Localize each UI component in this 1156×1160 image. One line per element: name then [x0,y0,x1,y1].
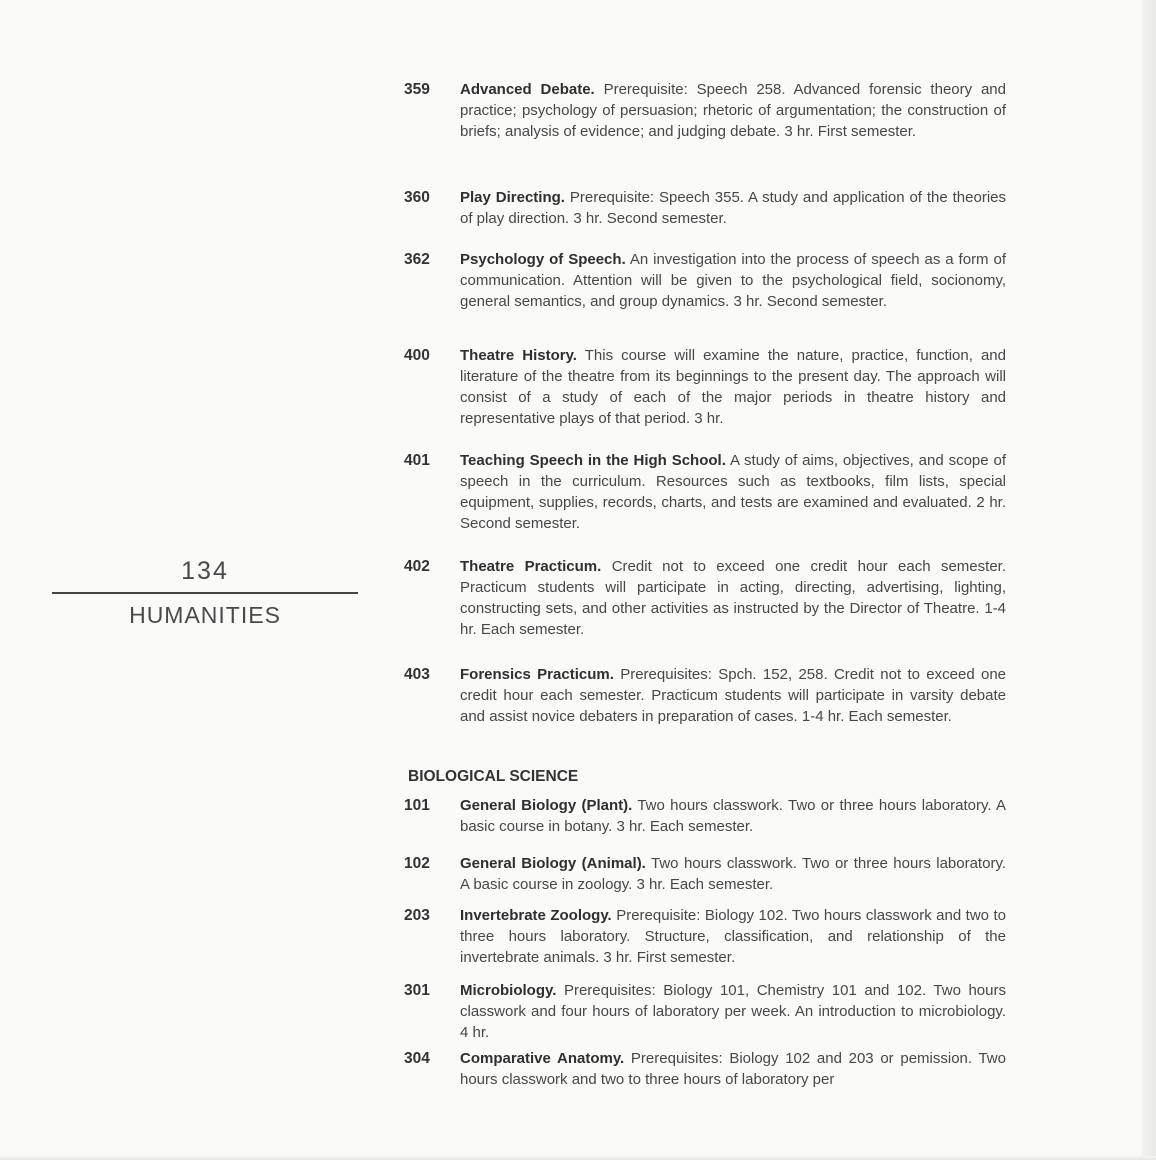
margin-label [52,554,358,630]
course-entry-359 [404,79,1006,142]
course-text [460,556,1006,640]
margin-rule [52,592,358,594]
course-title: Advanced Debate. [460,81,595,98]
page-number: 134 [181,557,229,585]
course-title: Theatre History. [460,347,577,364]
course-description: A study of aims, objectives, and scope of speech in the curriculum. Resources such as textbooks, film lists, special equipment, supplies, records, charts, and tests are examined and evaluated. 2 hr. Second semester. [460,452,1006,532]
course-entry-301 [404,980,1006,1043]
course-title: General Biology (Plant). [460,797,633,814]
course-number: 101 [404,797,430,814]
course-entry-362 [404,249,1006,312]
page-bottom-edge [0,1156,1156,1160]
course-entry-101 [404,795,1006,837]
course-text [460,249,1006,312]
course-description: Two hours classwork. Two or three hours laboratory. A basic course in botany. 3 hr. Each semester. [460,797,1006,835]
course-title: Microbiology. [460,982,557,999]
course-number: 360 [404,189,430,206]
course-title: Play Directing. [460,189,565,206]
course-description: Prerequisite: Speech 355. A study and application of the theories of play direction. 3 hr. Second semester. [460,189,1007,227]
course-description: Credit not to exceed one credit hour each semester. Practicum students will participate in acting, directing, advertising, lighting, constructing sets, and other activities as instructed by the Director of Theatre. 1-4 hr. Each semester. [460,558,1006,638]
course-text [460,1048,1006,1090]
course-entry-304 [404,1048,1006,1090]
course-text [460,345,1006,429]
course-entry-402 [404,556,1006,640]
course-number: 301 [404,982,430,999]
course-number: 102 [404,855,430,872]
course-number: 304 [404,1050,430,1067]
course-description: Prerequisite: Speech 258. Advanced forensic theory and practice; psychology of persuasion; rhetoric of argumentation; the construction of briefs; analysis of evidence; and judging debate. 3 hr. First semester. [460,81,1006,140]
course-number: 403 [404,666,430,683]
subject-heading: BIOLOGICAL SCIENCE [408,768,579,785]
course-entry-401 [404,450,1006,534]
course-text [460,853,1006,895]
course-entry-102 [404,853,1006,895]
course-number: 401 [404,452,430,469]
course-number: 359 [404,81,430,98]
course-text [460,664,1006,727]
course-title: Theatre Practicum. [460,558,602,575]
page-edge-shadow [1142,0,1156,1160]
course-entry-400 [404,345,1006,429]
section-name: HUMANITIES [129,602,281,628]
course-text [460,980,1006,1043]
course-entry-203 [404,905,1006,968]
course-description: Prerequisites: Spch. 152, 258. Credit not to exceed one credit hour each semester. Practicum students will participate in varsity debate and assist novice debaters in preparation of cases. 1-4 hr. Each semester. [460,666,1007,725]
course-description: Two hours classwork. Two or three hours laboratory. A basic course in zoology. 3 hr. Each semester. [460,855,1006,893]
course-text [460,450,1006,534]
course-number: 402 [404,558,430,575]
course-text [460,905,1006,968]
course-text [460,79,1006,142]
course-description: Prerequisite: Biology 102. Two hours classwork and two to three hours laboratory. Structure, classification, and relationship of the invertebrate animals. 3 hr. First semester. [460,907,1006,966]
course-description: Prerequisites: Biology 101, Chemistry 101 and 102. Two hours classwork and four hours of laboratory per week. An introduction to microbiology. 4 hr. [460,982,1006,1041]
course-number: 400 [404,347,430,364]
course-number: 203 [404,907,430,924]
course-number: 362 [404,251,430,268]
course-entry-360 [404,187,1006,229]
course-text [460,187,1006,229]
course-entry-403 [404,664,1006,727]
course-description: An investigation into the process of speech as a form of communication. Attention will be given to the psychological field, socionomy, general semantics, and group dynamics. 3 hr. Second semester. [460,251,1006,310]
course-title: Forensics Practicum. [460,666,614,683]
course-text [460,795,1006,837]
course-title: General Biology (Animal). [460,855,646,872]
course-title: Psychology of Speech. [460,251,626,268]
course-description: Prerequisites: Biology 102 and 203 or pemission. Two hours classwork and two to three hours of laboratory per [460,1050,1006,1088]
course-title: Comparative Anatomy. [460,1050,625,1067]
course-title: Invertebrate Zoology. [460,907,612,924]
course-description: This course will examine the nature, practice, function, and literature of the theatre from its beginnings to the present day. The approach will consist of a study of each of the major periods in theatre history and representative plays of that period. 3 hr. [460,347,1006,427]
course-title: Teaching Speech in the High School. [460,452,726,469]
